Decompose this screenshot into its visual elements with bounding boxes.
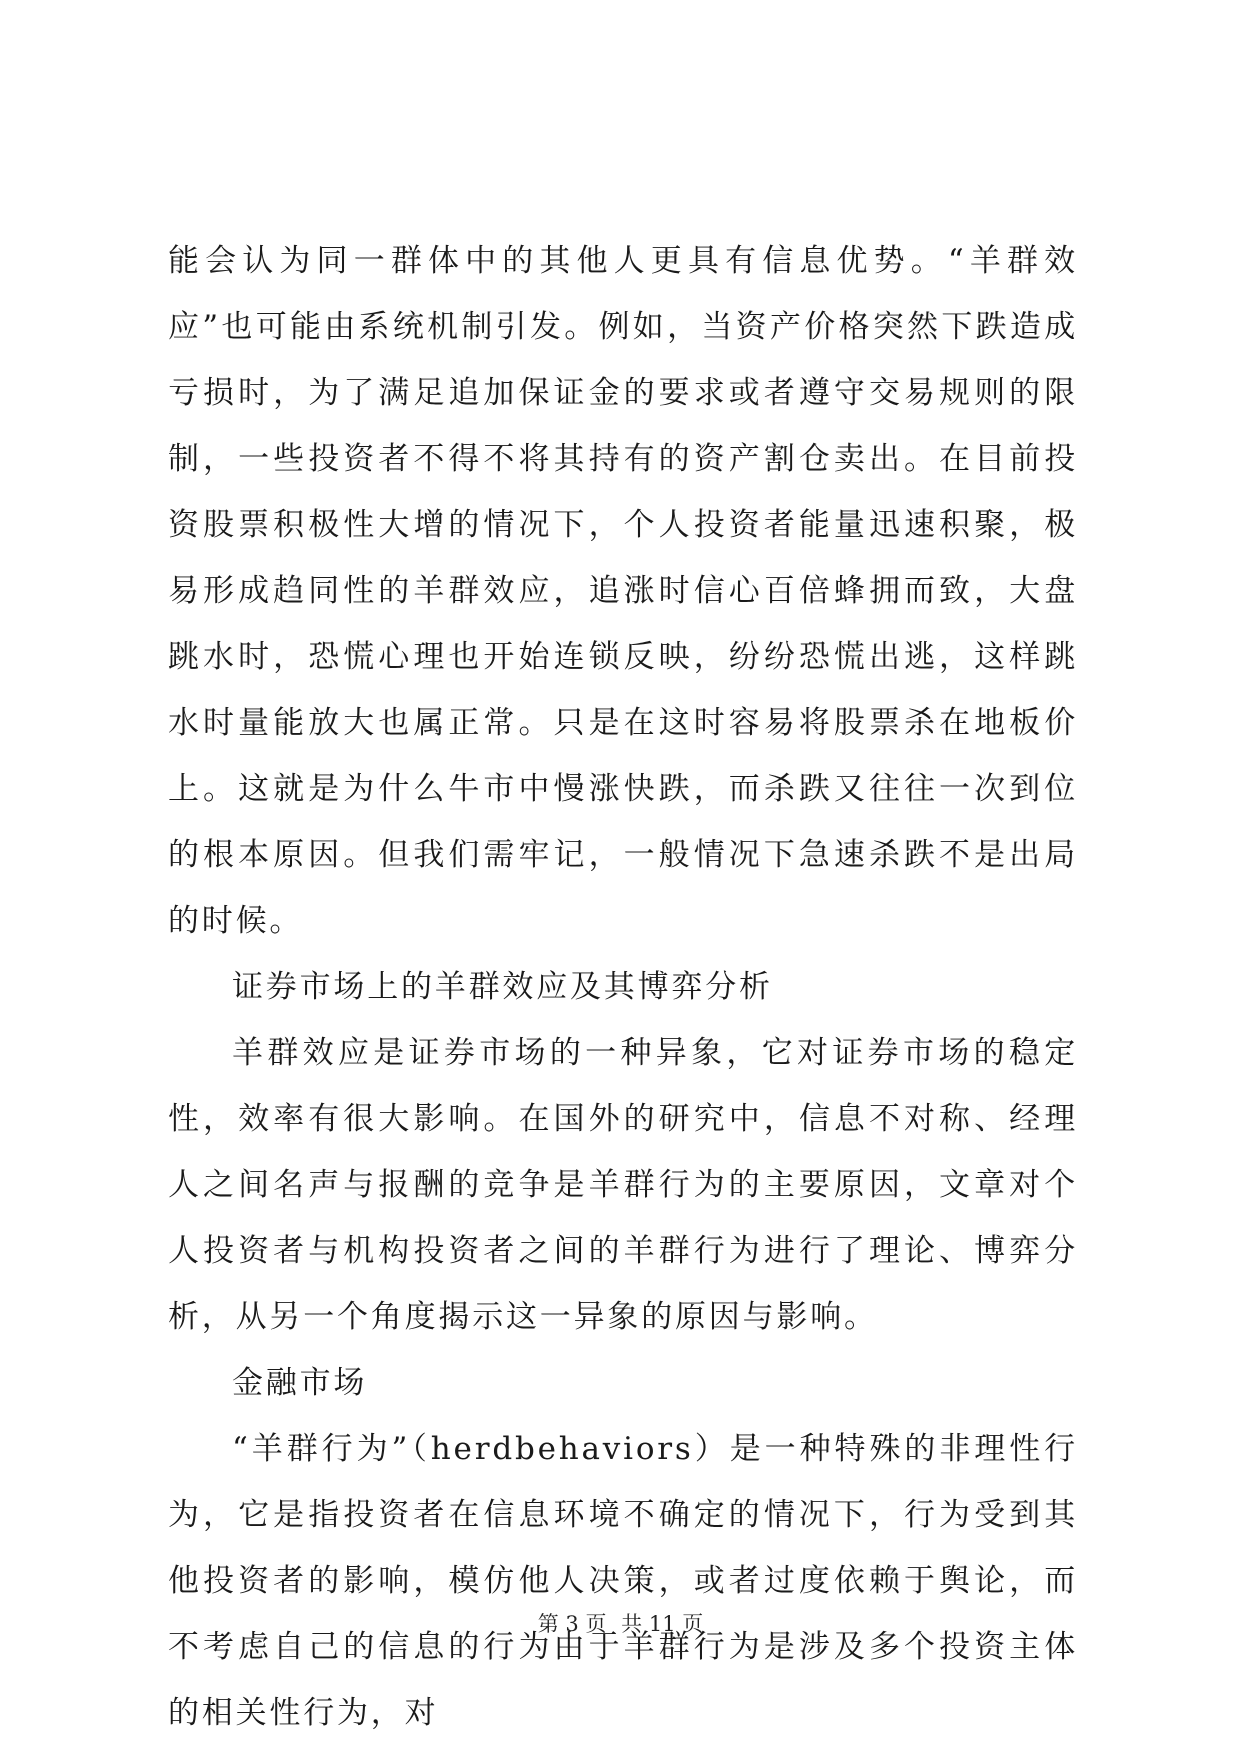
section-heading-herd-effect-game-analysis: 证券市场上的羊群效应及其博弈分析	[232, 969, 773, 1005]
page-number: 第 3 页	[537, 1612, 607, 1636]
paragraph-2: 羊群效应是证券市场的一种异象，它对证券市场的稳定性，效率有很大影响。在国外的研究中，信息不对称、经理人之间名声与报酬的竞争是羊群行为的主要原因，文章对个人投资者与机构投资者之间的羊群行为进行了理论、博弈分析，从另一个角度揭示这一异象的原因与影响。	[168, 1035, 1078, 1335]
section-heading-financial-market: 金融市场	[232, 1365, 368, 1401]
paragraph-1: 能会认为同一群体中的其他人更具有信息优势。“羊群效应”也可能由系统机制引发。例如，当资产价格突然下跌造成亏损时，为了满足追加保证金的要求或者遵守交易规则的限制，一些投资者不得不将其持有的资产割仓卖出。在目前投资股票积极性大增的情况下，个人投资者能量迅速积聚，极易形成趋同性的羊群效应，追涨时信心百倍蜂拥而致，大盘跳水时，恐慌心理也开始连锁反映，纷纷恐慌出逃，这样跳水时量能放大也属正常。只是在这时容易将股票杀在地板价上。这就是为什么牛市中慢涨快跌，而杀跌又往往一次到位的根本原因。但我们需牢记，一般情况下急速杀跌不是出局的时候。	[168, 243, 1078, 939]
page-footer	[0, 1608, 1241, 1638]
page-total: 共 11 页	[621, 1612, 704, 1636]
document-body	[168, 228, 1078, 1746]
paragraph-3: “羊群行为”（herdbehaviors）是一种特殊的非理性行为，它是指投资者在信息环境不确定的情况下，行为受到其他投资者的影响，模仿他人决策，或者过度依赖于舆论，而不考虑自己的信息的行为由于羊群行为是涉及多个投资主体的相关性行为，对	[168, 1431, 1078, 1731]
